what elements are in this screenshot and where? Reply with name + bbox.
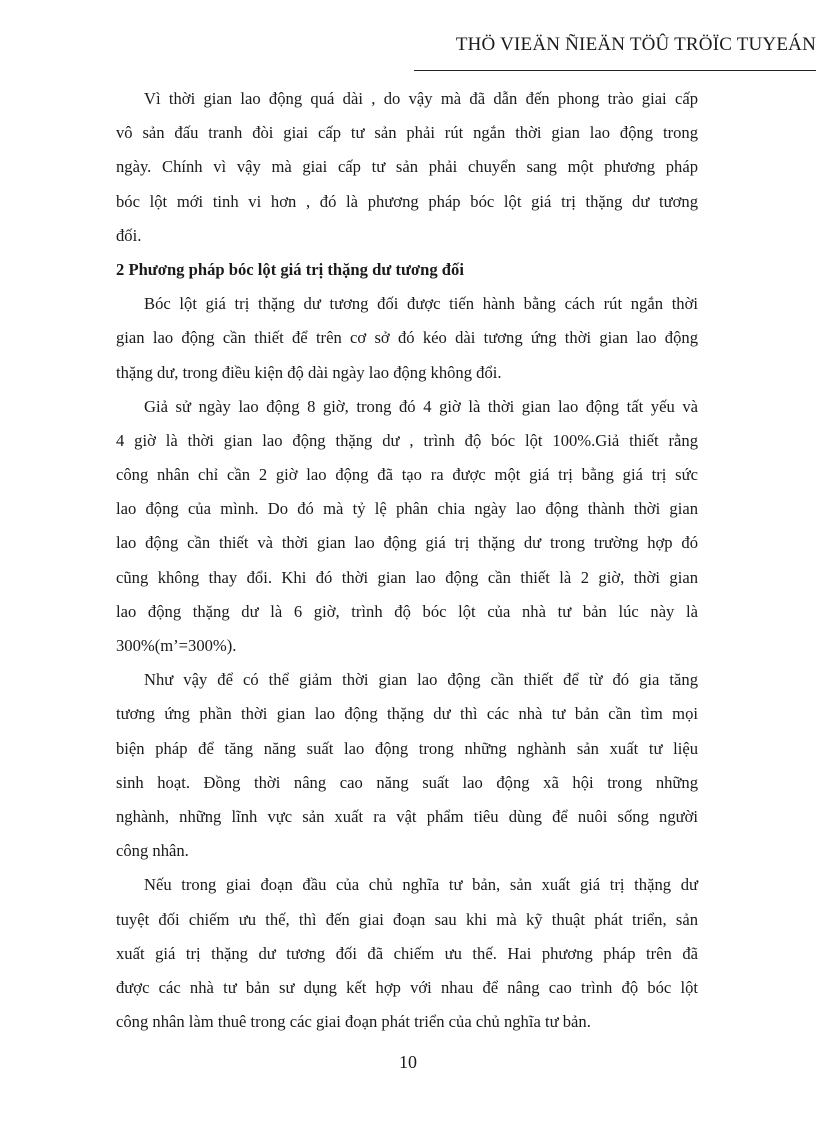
text-line: 300%(m’=300%). xyxy=(116,636,237,655)
text-line: thặng dư, trong điều kiện độ dài ngày lao động không đổi. xyxy=(116,362,502,382)
text-line: gian lao động cần thiết để trên cơ sở đó kéo dài tương ứng thời gian lao động xyxy=(116,328,698,348)
text-line: Như vậy để có thể giảm thời gian lao động cần thiết để từ đó gia tăng xyxy=(144,670,698,690)
text-line: tuyệt đối chiếm ưu thế, thì đến giai đoạn sau khi mà kỹ thuật phát triển, sản xyxy=(116,909,698,929)
text-line: Giả sử ngày lao động 8 giờ, trong đó 4 giờ là thời gian lao động tất yếu và xyxy=(144,396,698,416)
text-line: Bóc lột giá trị thặng dư tương đối được tiến hành bằng cách rút ngắn thời xyxy=(144,294,698,314)
text-line: tương ứng phần thời gian lao động thặng dư thì các nhà tư bản cần tìm mọi xyxy=(116,704,698,724)
text-line: ngày. Chính vì vậy mà giai cấp tư sản phải chuyển sang một phương pháp xyxy=(116,157,698,177)
text-line: Nếu trong giai đoạn đầu của chủ nghĩa tư bản, sản xuất giá trị thặng dư xyxy=(144,875,698,895)
document-body xyxy=(116,82,698,1039)
page-number: 10 xyxy=(399,1052,417,1072)
text-line: công nhân chỉ cần 2 giờ lao động đã tạo ra được một giá trị bằng giá trị sức xyxy=(116,465,698,485)
text-line: vô sản đấu tranh đòi giai cấp tư sản phải rút ngắn thời gian lao động trong xyxy=(116,123,698,143)
page-header-title: THÖ VIEÄN ÑIEÄN TÖÛ TRÖÏC TUYEÁN xyxy=(455,34,816,55)
section-heading: 2 Phương pháp bóc lột giá trị thặng dư tương đối xyxy=(116,259,464,279)
text-line: xuất giá trị thặng dư tương đối đã chiếm ưu thế. Hai phương pháp trên đã xyxy=(116,943,698,963)
text-line: đối. xyxy=(116,225,142,245)
text-line: sinh hoạt. Đồng thời nâng cao năng suất lao động xã hội trong những xyxy=(116,772,698,792)
text-line: bóc lột mới tinh vi hơn , đó là phương pháp bóc lột giá trị thặng dư tương xyxy=(116,191,698,211)
text-line: 4 giờ là thời gian lao động thặng dư , trình độ bóc lột 100%.Giả thiết rằng xyxy=(116,430,698,450)
text-line: công nhân làm thuê trong các giai đoạn phát triển của chủ nghĩa tư bản. xyxy=(116,1012,591,1032)
text-line: lao động của mình. Do đó mà tỷ lệ phân chia ngày lao động thành thời gian xyxy=(116,499,698,519)
text-line: Vì thời gian lao động quá dài , do vậy mà đã dẫn đến phong trào giai cấp xyxy=(144,89,698,108)
text-line: công nhân. xyxy=(116,841,189,861)
text-line: được các nhà tư bản sư dụng kết hợp với nhau để nâng cao trình độ bóc lột xyxy=(116,977,698,997)
text-line: lao động thặng dư là 6 giờ, trình độ bóc lột của nhà tư bản lúc này là xyxy=(116,601,698,621)
text-line: biện pháp để tăng năng suất lao động trong những nghành sản xuất tư liệu xyxy=(116,738,698,758)
text-line: lao động cần thiết và thời gian lao động giá trị thặng dư trong trường hợp đó xyxy=(116,533,698,553)
header-rule xyxy=(414,70,816,71)
text-line: cũng không thay đổi. Khi đó thời gian lao động cần thiết là 2 giờ, thời gian xyxy=(116,567,698,587)
text-line: nghành, những lĩnh vực sản xuất ra vật phẩm tiêu dùng để nuôi sống người xyxy=(116,806,698,826)
